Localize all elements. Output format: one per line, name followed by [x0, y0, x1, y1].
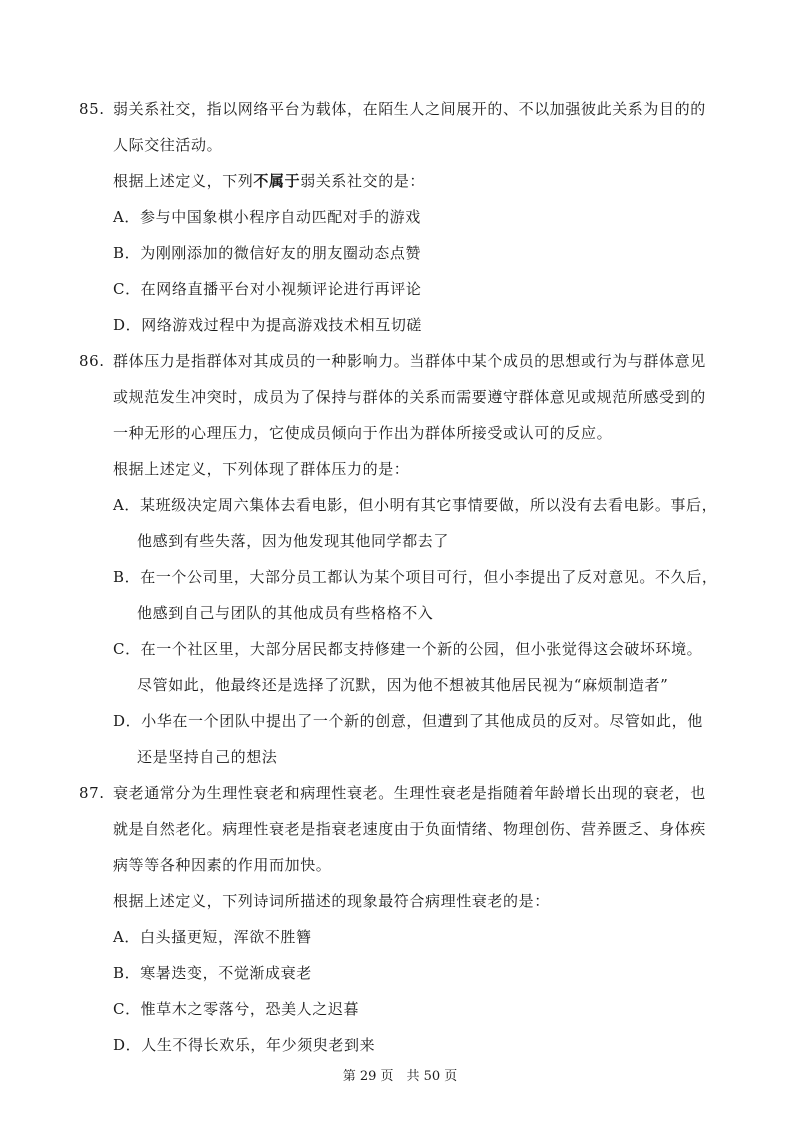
question-87-option-b: B．寒暑迭变，不觉渐成衰老	[113, 964, 312, 982]
question-85-text-line-1: 弱关系社交，指以网络平台为载体，在陌生人之间展开的、不以加强彼此关系为目的的	[113, 100, 706, 118]
question-87-text-line-3: 病等等各种因素的作用而加快。	[113, 856, 332, 874]
question-86-option-d-line-2: 还是坚持自己的想法	[137, 748, 278, 766]
question-85-stem-emphasis: 不属于	[253, 172, 301, 190]
question-87-text-line-1: 衰老通常分为生理性衰老和病理性衰老。生理性衰老是指随着年龄增长出现的衰老，也	[113, 784, 706, 802]
question-86-text-line-3: 一种无形的心理压力，它使成员倾向于作出为群体所接受或认可的反应。	[113, 424, 613, 442]
question-86-option-d-line-1: D．小华在一个团队中提出了一个新的创意，但遭到了其他成员的反对。尽管如此，他	[113, 712, 703, 730]
question-86-text-line-1: 群体压力是指群体对其成员的一种影响力。当群体中某个成员的思想或行为与群体意见	[113, 352, 706, 370]
question-86-text-line-2: 或规范发生冲突时，成员为了保持与群体的关系而需要遵守群体意见或规范所感受到的	[113, 388, 706, 406]
question-85-option-b: B．为刚刚添加的微信好友的朋友圈动态点赞	[113, 244, 422, 262]
page-footer: 第 29 页 共 50 页	[342, 1069, 458, 1084]
question-85-option-a: A．参与中国象棋小程序自动匹配对手的游戏	[113, 208, 421, 226]
question-86-option-a-line-1: A．某班级决定周六集体去看电影，但小明有其它事情要做，所以没有去看电影。事后，	[113, 496, 718, 514]
question-85-number: 85.	[79, 100, 105, 118]
question-87-option-c: C．惟草木之零落兮，恐美人之迟暮	[113, 1000, 360, 1018]
question-85-text-line-2: 人际交往活动。	[113, 136, 223, 154]
question-86-option-c-line-2: 尽管如此，他最终还是选择了沉默，因为他不想被其他居民视为“麻烦制造者”	[137, 676, 669, 694]
question-87-number: 87.	[79, 784, 105, 802]
question-86-option-a-line-2: 他感到有些失落，因为他发现其他同学都去了	[137, 532, 450, 550]
question-86-stem: 根据上述定义，下列体现了群体压力的是：	[113, 460, 410, 478]
question-87-option-d: D．人生不得长欢乐，年少须臾老到来	[113, 1036, 376, 1054]
question-85-stem-suffix: 弱关系社交的是：	[300, 172, 426, 190]
question-87-stem: 根据上述定义，下列诗词所描述的现象最符合病理性衰老的是：	[113, 892, 550, 910]
question-85-stem-prefix: 根据上述定义，下列	[113, 172, 254, 190]
question-85-option-d: D．网络游戏过程中为提高游戏技术相互切磋	[113, 316, 423, 334]
question-86-option-c-line-1: C．在一个社区里，大部分居民都支持修建一个新的公园，但小张觉得这会破坏环境。	[113, 640, 703, 658]
question-86-option-b-line-2: 他感到自己与团队的其他成员有些格格不入	[137, 604, 434, 622]
question-87-text-line-2: 就是自然老化。病理性衰老是指衰老速度由于负面情绪、物理创伤、营养匮乏、身体疾	[113, 820, 706, 838]
question-85-option-c: C．在网络直播平台对小视频评论进行再评论	[113, 280, 422, 298]
question-87-option-a: A．白头搔更短，浑欲不胜簪	[113, 928, 312, 946]
question-86-number: 86.	[79, 352, 105, 370]
question-85-stem	[113, 171, 425, 191]
question-86-option-b-line-1: B．在一个公司里，大部分员工都认为某个项目可行，但小李提出了反对意见。不久后，	[113, 568, 718, 586]
